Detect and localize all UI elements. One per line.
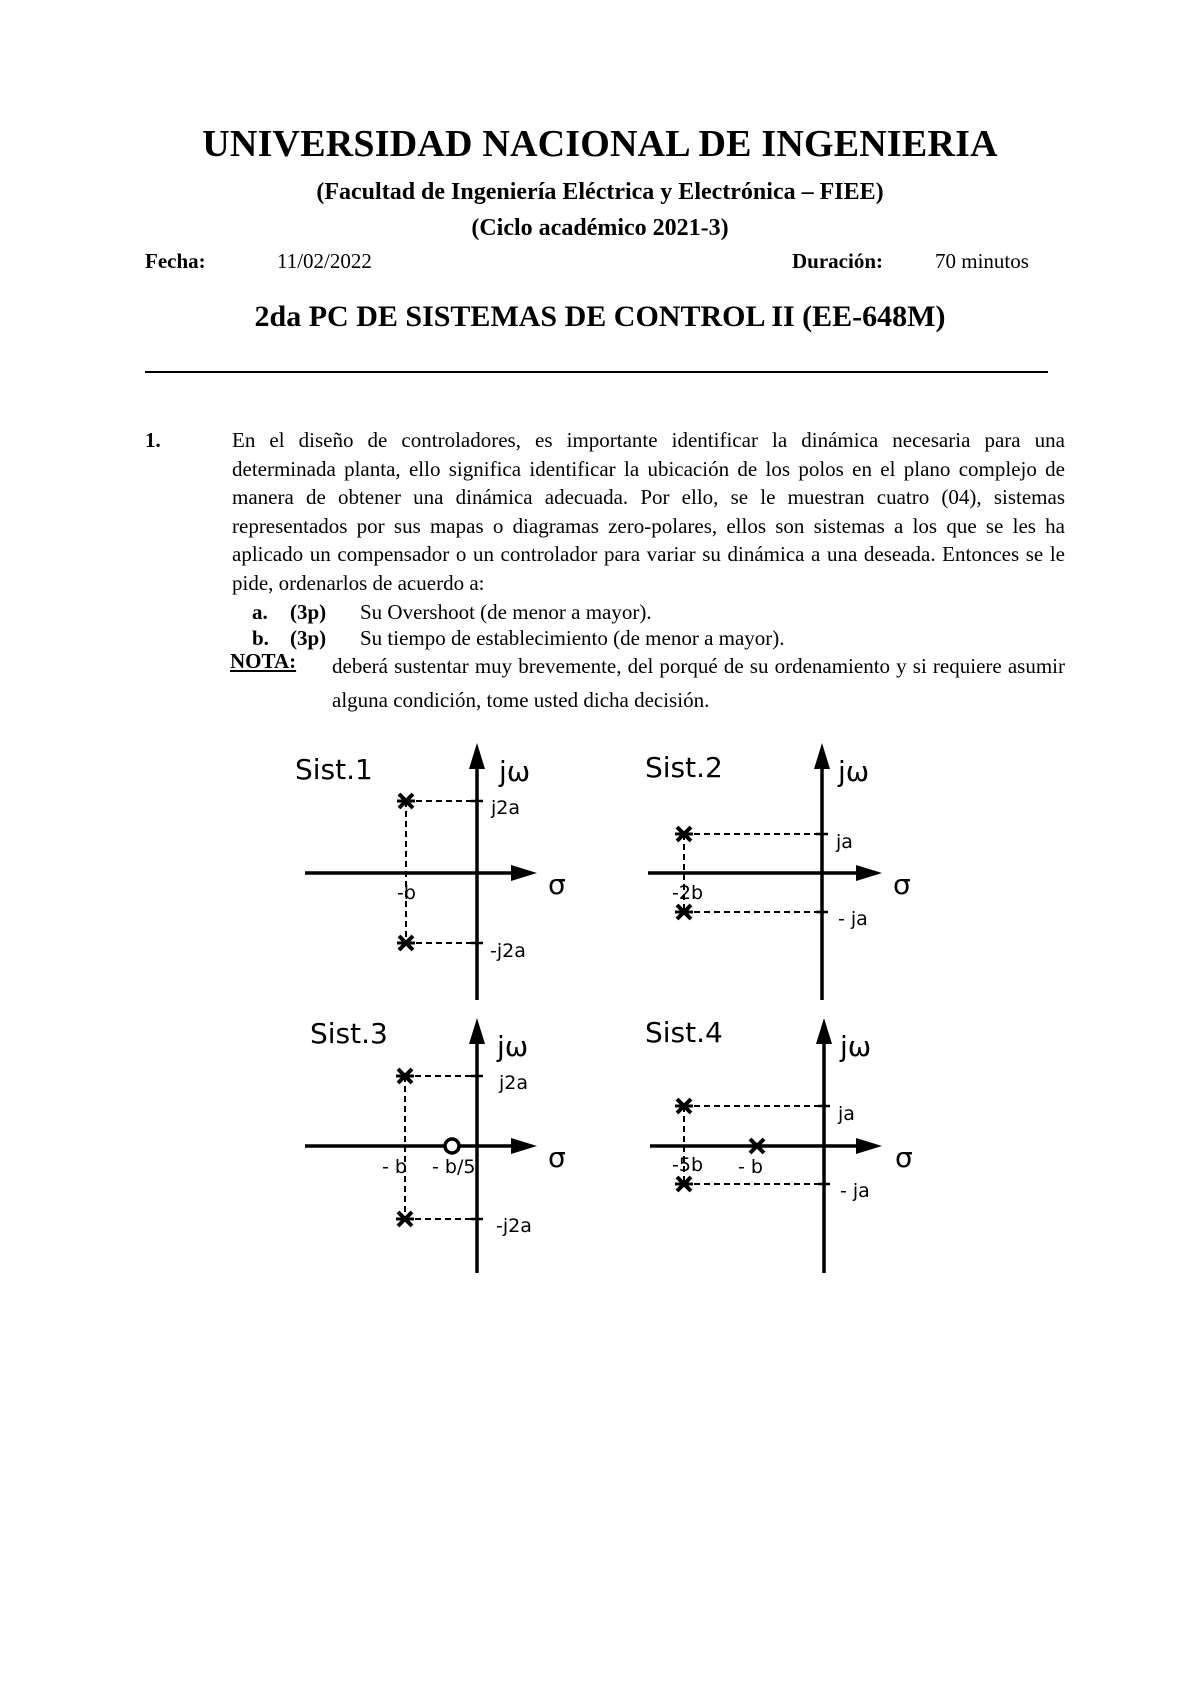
system-2-upper-label: ja: [836, 831, 853, 853]
system-2-real-label: σ: [893, 868, 911, 901]
system-3-real-arrow: [511, 1138, 537, 1154]
system-3-pole-label: - b: [382, 1156, 407, 1178]
item-a-points: (3p): [290, 600, 327, 624]
system-1-imag-arrow: [469, 743, 485, 769]
system-3-zero-label: - b/5: [432, 1156, 476, 1178]
system-2-pole-label: -2b: [672, 882, 704, 904]
system-4-imag-label: jω: [840, 1030, 872, 1063]
system-1-upper-label: j2a: [491, 797, 521, 819]
item-b-points: (3p): [290, 626, 327, 650]
system-3-name: Sist.3: [310, 1017, 388, 1050]
duration-value: 70 minutos: [935, 249, 1029, 273]
item-a-text: Su Overshoot (de menor a mayor).: [360, 600, 652, 624]
system-3-zero: [445, 1139, 459, 1153]
system-4-name: Sist.4: [645, 1016, 723, 1049]
system-4-upper-label: ja: [838, 1103, 855, 1125]
item-a-letter: a.: [252, 600, 268, 624]
system-2-diagram: [645, 743, 911, 1000]
system-4-imag-arrow: [816, 1018, 832, 1044]
nota-label: NOTA:: [230, 649, 297, 673]
exam-title: 2da PC DE SISTEMAS DE CONTROL II (EE-648M): [254, 300, 946, 333]
system-1-diagram: [295, 743, 566, 1000]
system-1-pole-lower: [397, 936, 415, 950]
system-3-imag-label: jω: [497, 1030, 529, 1063]
system-1-name: Sist.1: [295, 753, 373, 786]
system-1-pole-label: -b: [397, 882, 416, 904]
system-3-diagram: [305, 1017, 566, 1273]
item-b-letter: b.: [252, 626, 269, 650]
question-text: En el diseño de controladores, es importante identificar la dinámica necesaria para una determinada planta, ello significa identificar la ubicación de los polos en el plano complejo de manera de obtener una dinámica adecuada. Por ello, se le muestran cuatro (04), sistemas representados por sus mapas o diagramas zero-polares, ellos son sistemas a los que se les ha aplicado un compensador o un controlador para variar su dinámica a una deseada. Entonces se le pide, ordenarlos de acuerdo a:: [232, 428, 1065, 595]
system-3-upper-label: j2a: [499, 1072, 529, 1094]
nota-text: deberá sustentar muy brevemente, del porqué de su ordenamiento y si requiere asumir alguna condición, tome usted dicha decisión.: [332, 654, 1065, 712]
duration-label: Duración:: [792, 249, 883, 273]
system-3-pole-lower: [396, 1212, 414, 1226]
system-4-real-arrow: [856, 1138, 882, 1154]
cycle-subtitle: (Ciclo académico 2021-3): [471, 215, 729, 241]
system-4-real-pole: [748, 1139, 766, 1153]
system-4-real-label: σ: [895, 1141, 913, 1174]
system-4-pole-label: -5b: [672, 1154, 704, 1176]
system-3-lower-label: -j2a: [496, 1215, 532, 1237]
system-1-imag-label: jω: [499, 755, 531, 788]
system-2-lower-label: - ja: [838, 908, 868, 930]
system-1-real-arrow: [511, 865, 537, 881]
system-1-lower-label: -j2a: [490, 940, 526, 962]
system-3-imag-arrow: [469, 1018, 485, 1044]
university-title: UNIVERSIDAD NACIONAL DE INGENIERIA: [202, 123, 998, 165]
system-2-imag-arrow: [814, 743, 830, 769]
question-number: 1.: [145, 428, 161, 452]
item-b-text: Su tiempo de establecimiento (de menor a mayor).: [360, 626, 785, 650]
faculty-subtitle: (Facultad de Ingeniería Eléctrica y Electrónica – FIEE): [316, 179, 884, 205]
system-4-diagram: [645, 1016, 913, 1273]
system-3-real-label: σ: [548, 1141, 566, 1174]
system-4-lower-label: - ja: [840, 1180, 870, 1202]
system-1-real-label: σ: [548, 868, 566, 901]
date-value: 11/02/2022: [277, 249, 372, 273]
system-2-name: Sist.2: [645, 751, 723, 784]
system-4-real-pole-label: - b: [738, 1156, 763, 1178]
system-2-real-arrow: [856, 865, 882, 881]
system-2-imag-label: jω: [838, 755, 870, 788]
date-label: Fecha:: [145, 249, 206, 273]
